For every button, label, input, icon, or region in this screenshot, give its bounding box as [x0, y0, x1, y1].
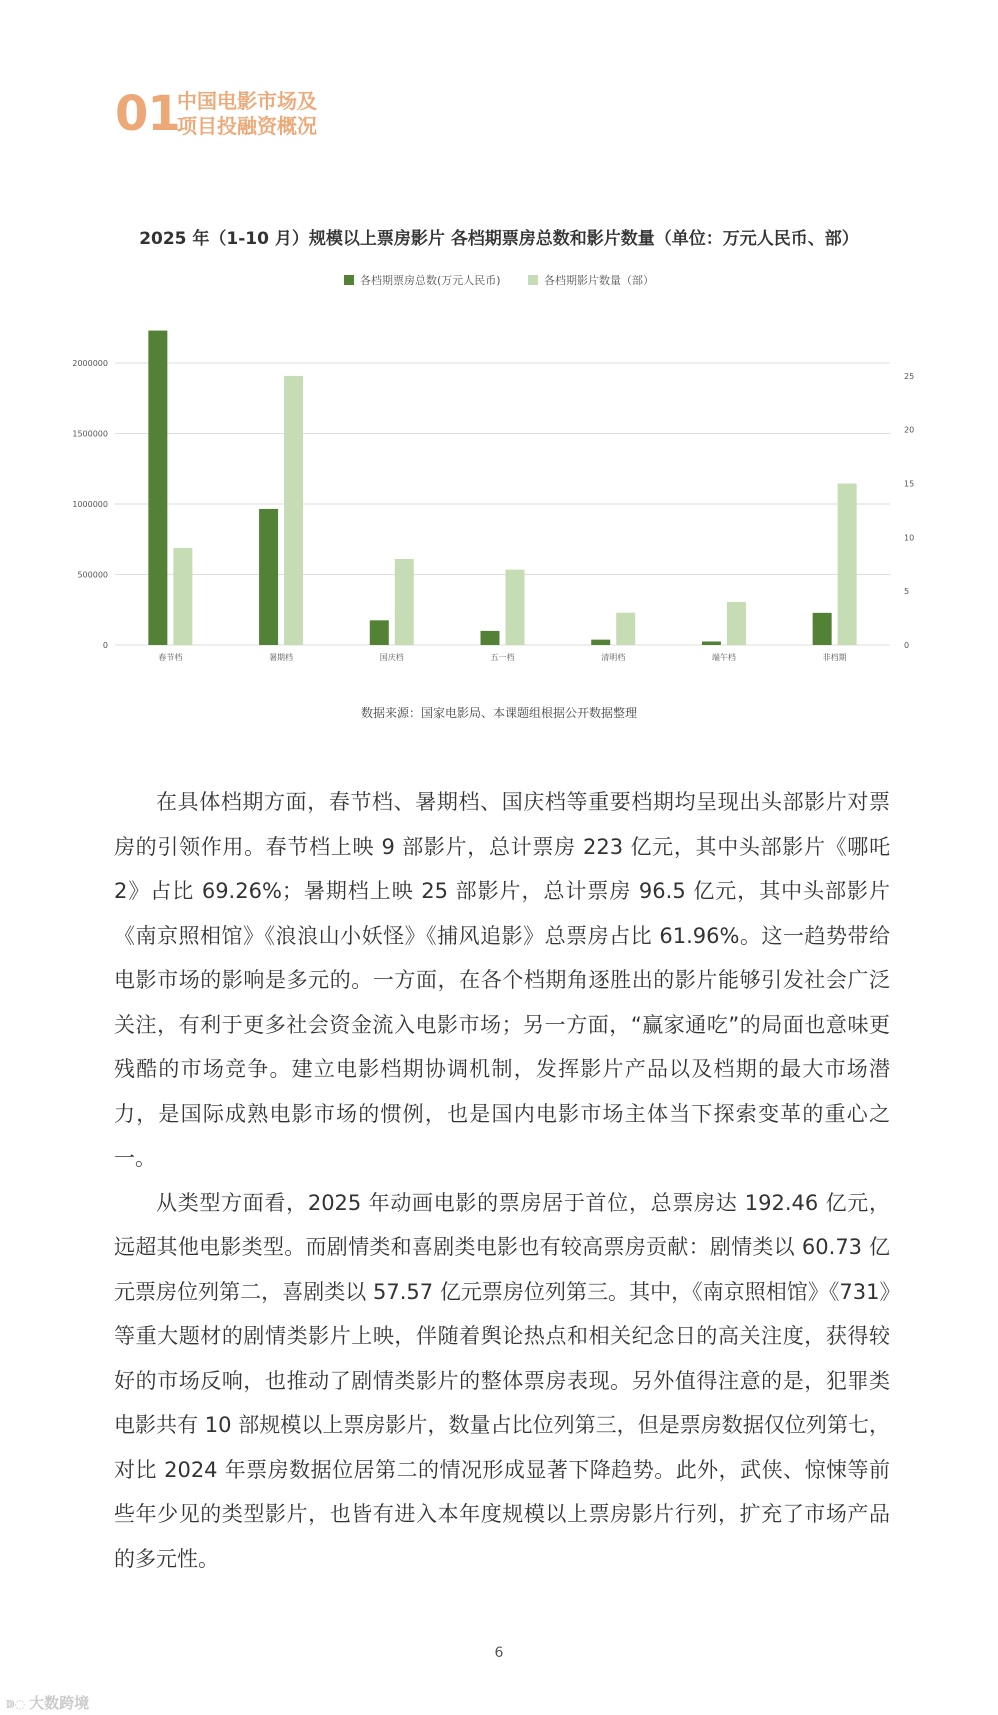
y-right-tick-label: 15 — [904, 479, 915, 489]
watermark — [6, 1692, 89, 1713]
section-title-line2: 项目投融资概况 — [177, 114, 317, 138]
section-title-line1: 中国电影市场及 — [177, 89, 317, 113]
y-left-tick-label: 500000 — [77, 570, 108, 580]
y-right-tick-label: 25 — [904, 371, 915, 381]
section-title — [177, 89, 317, 139]
bar-film-count — [506, 570, 525, 645]
legend-label-film-count: 各档期影片数量（部） — [544, 274, 655, 287]
y-left-tick-label: 0 — [102, 641, 108, 650]
x-tick-label: 五一档 — [490, 653, 515, 662]
x-tick-label: 清明档 — [601, 653, 626, 662]
watermark-logo-icon: ↇ◌ — [6, 1697, 26, 1711]
x-tick-label: 春节档 — [158, 653, 183, 662]
watermark-text: 大数跨境 — [29, 1694, 90, 1712]
x-tick-label: 非档期 — [822, 653, 847, 662]
legend-swatch-film-count — [528, 275, 538, 285]
legend-item-box-office — [344, 272, 501, 288]
data-source-note: 数据来源：国家电影局、本课题组根据公开数据整理 — [360, 706, 637, 720]
y-left-tick-label: 2000000 — [72, 359, 108, 368]
y-right-tick-label: 0 — [904, 641, 910, 650]
bar-film-count — [838, 484, 857, 645]
bar-box-office — [148, 331, 167, 645]
bar-box-office — [259, 509, 278, 645]
legend-item-film-count — [528, 272, 654, 288]
chart-title: 2025 年（1-10 月）规模以上票房影片 各档期票房总数和影片数量（单位：万元人民币、部） — [139, 229, 859, 249]
y-left-tick-label: 1000000 — [72, 500, 108, 509]
chart-legend — [0, 272, 998, 288]
legend-swatch-box-office — [344, 275, 354, 285]
bar-film-count — [284, 376, 303, 645]
bar-box-office — [481, 631, 500, 645]
paragraph-2: 从类型方面看，2025 年动画电影的票房居于首位，总票房达 192.46 亿元，远超其他电影类型。而剧情类和喜剧类电影也有较高票房贡献：剧情类以 60.73 亿元票房位列第二，喜剧类以 57.57 亿元票房位列第三。其中，《南京照相馆》《731》等重大题材的剧情类影片上映，伴随着舆论热点和相关纪念日的高关注度，获得较好的市场反响，也推动了剧情类影片的整体票房表现。另外值得注意的是，犯罪类电影共有 10 部规模以上票房影片，数量占比位列第三，但是票房数据仅位列第七，对比 2024 年票房数据位居第二的情况形成显著下降趋势。此外，武侠、惊悚等前些年少见的类型影片，也皆有进入本年度规模以上票房影片行列，扩充了市场产品的多元性。 — [114, 1190, 890, 1571]
bar-film-count — [616, 613, 635, 645]
x-tick-label: 暑期档 — [269, 653, 294, 662]
bar-film-count — [173, 548, 192, 645]
y-left-tick-label: 1500000 — [72, 429, 108, 439]
bar-chart — [0, 320, 998, 680]
bar-box-office — [702, 641, 721, 645]
section-number: 01 — [115, 86, 180, 142]
paragraph-1: 在具体档期方面，春节档、暑期档、国庆档等重要档期均呈现出头部影片对票房的引领作用。春节档上映 9 部影片，总计票房 223 亿元，其中头部影片《哪吒 2》占比 69.26%；暑期档上映 25 部影片，总计票房 96.5 亿元，其中头部影片《南京照相馆》《浪浪山小妖怪》《捕风追影》总票房占比 61.96%。这一趋势带给电影市场的影响是多元的。一方面，在各个档期角逐胜出的影片能够引发社会广泛关注，有利于更多社会资金流入电影市场；另一方面，“赢家通吃”的局面也意味更残酷的市场竞争。建立电影档期协调机制，发挥影片产品以及档期的最大市场潜力，是国际成熟电影市场的惯例，也是国内电影市场主体当下探索变革的重心之一。 — [114, 790, 890, 1170]
x-tick-label: 端午档 — [711, 653, 736, 662]
bar-box-office — [813, 613, 832, 645]
bar-box-office — [591, 640, 610, 645]
bar-film-count — [395, 559, 414, 645]
bar-box-office — [370, 620, 389, 645]
y-right-tick-label: 10 — [904, 533, 915, 543]
x-tick-label: 国庆档 — [379, 653, 404, 662]
bar-film-count — [727, 602, 746, 645]
page-number: 6 — [494, 1645, 504, 1661]
y-right-tick-label: 5 — [904, 587, 910, 597]
y-right-tick-label: 20 — [904, 425, 915, 435]
body-text — [114, 780, 890, 1581]
legend-label-box-office: 各档期票房总数(万元人民币) — [359, 274, 501, 287]
